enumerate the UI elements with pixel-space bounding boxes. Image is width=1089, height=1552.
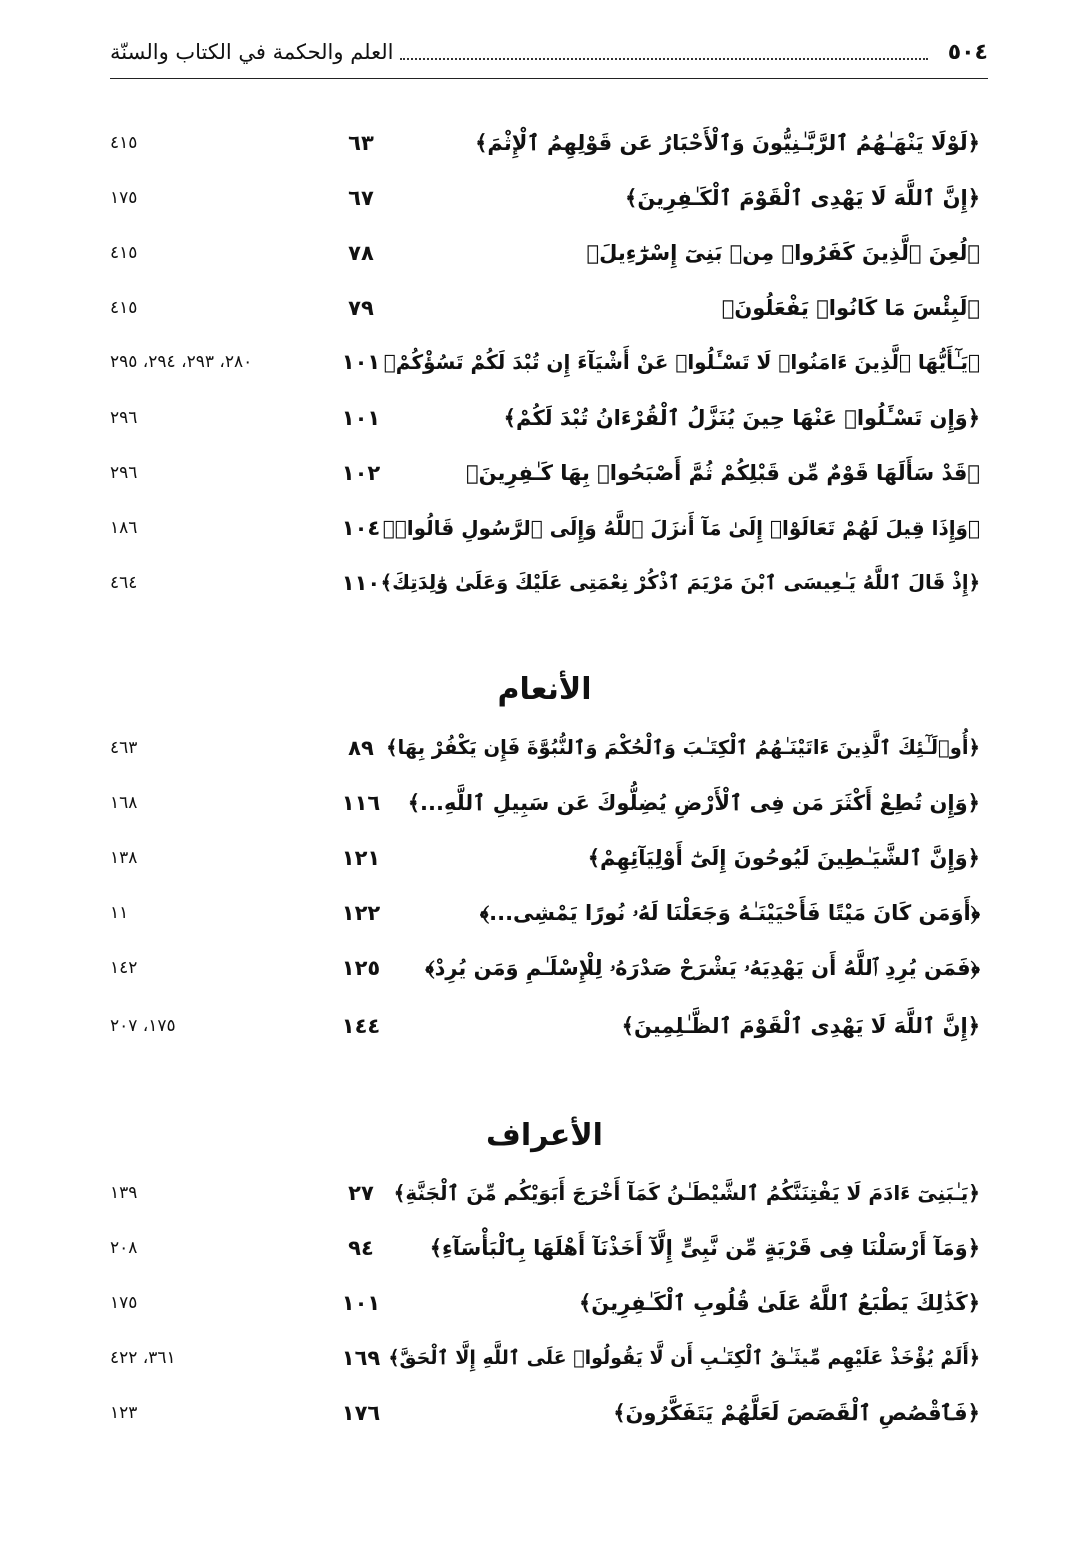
page-references: ١٨٦ [110, 518, 138, 538]
page-references: ٤١٥ [110, 298, 138, 318]
verse-text: ﴿كَذَٰلِكَ يَطْبَعُ ٱللَّهُ عَلَىٰ قُلُوبِ ٱلْكَـٰفِرِينَ﴾ [579, 1291, 980, 1315]
ayah-number: ٨٩ [348, 736, 374, 760]
page-references: ٢٩٦ [110, 408, 138, 428]
ayah-number: ١٠٤ [341, 516, 381, 540]
page-references: ١٤٢ [110, 958, 138, 978]
verse-text: ﴿لُعِنَ ٱلَّذِينَ كَفَرُوا۟ مِنۢ بَنِىٓ إِسْرَٰٓءِيلَ﴾ [586, 241, 980, 265]
surah-heading: الأعراف [486, 1118, 603, 1153]
ayah-number: ١١٦ [341, 791, 381, 815]
ayah-number: ١٠١ [341, 350, 381, 374]
ayah-number: ١٢٥ [341, 956, 381, 980]
page-references: ١٣٩ [110, 1183, 138, 1203]
ayah-number: ١٦٩ [341, 1346, 381, 1370]
verse-text: ﴿وَإِذَا قِيلَ لَهُمْ تَعَالَوْا۟ إِلَىٰ مَآ أَنزَلَ ٱللَّهُ وَإِلَى ٱلرَّسُولِ قَالُوا۟﴾ [382, 516, 980, 540]
verse-text: ﴿أَلَمْ يُؤْخَذْ عَلَيْهِم مِّيثَـٰقُ ٱلْكِتَـٰبِ أَن لَّا يَقُولُوا۟ عَلَى ٱللَّهِ إِلَّا ٱلْحَقَّ﴾ [388, 1347, 980, 1369]
ayah-number: ٦٣ [348, 131, 374, 155]
ayah-number: ٢٧ [348, 1181, 374, 1205]
running-header [110, 36, 988, 76]
surah-heading: الأنعام [497, 672, 592, 707]
index-entry [110, 840, 980, 880]
verse-text: ﴿قَدْ سَأَلَهَا قَوْمٌ مِّن قَبْلِكُمْ ثُمَّ أَصْبَحُوا۟ بِهَا كَـٰفِرِينَ﴾ [465, 461, 980, 485]
ayah-number: ١٠١ [341, 1291, 381, 1315]
verse-text: ﴿فَٱقْصُصِ ٱلْقَصَصَ لَعَلَّهُمْ يَتَفَكَّرُونَ﴾ [613, 1401, 980, 1425]
index-entry [110, 1230, 980, 1270]
index-entry [110, 1008, 980, 1048]
header-rule [110, 78, 988, 79]
index-entry [110, 125, 980, 165]
page-references: ٤٦٣ [110, 738, 138, 758]
ayah-number: ٦٧ [348, 186, 374, 210]
page-references: ٢٩٦ [110, 463, 138, 483]
index-entry [110, 180, 980, 220]
page-references: ١٣٨ [110, 848, 138, 868]
page-references: ١٦٨ [110, 793, 138, 813]
page-references: ٤١٥ [110, 133, 138, 153]
index-entry [110, 344, 980, 384]
header-dotted-leader [400, 58, 928, 60]
index-entry [110, 290, 980, 330]
index-entry [110, 1395, 980, 1435]
verse-text: ﴿إِنَّ ٱللَّهَ لَا يَهْدِى ٱلْقَوْمَ ٱلظَّـٰلِمِينَ﴾ [621, 1014, 980, 1038]
index-entry [110, 400, 980, 440]
ayah-number: ١٧٦ [341, 1401, 381, 1425]
verse-text: ﴿لَبِئْسَ مَا كَانُوا۟ يَفْعَلُونَ﴾ [721, 296, 980, 320]
ayah-number: ١١٠ [341, 571, 381, 595]
page-references: ١٧٥ [110, 188, 138, 208]
index-entry [110, 1175, 980, 1215]
page-number: ٥٠٤ [942, 40, 988, 65]
ayah-number: ١٢٢ [341, 901, 381, 925]
index-entry [110, 1340, 980, 1380]
page-references: ٢٨٠، ٢٩٣، ٢٩٤، ٢٩٥ [110, 352, 253, 372]
page-references: ٣٦١، ٤٢٢ [110, 1348, 176, 1368]
page-references: ١٧٥، ٢٠٧ [110, 1016, 176, 1036]
verse-text: ﴿لَوْلَا يَنْهَـٰهُمُ ٱلرَّبَّـٰنِيُّونَ وَٱلْأَحْبَارُ عَن قَوْلِهِمُ ٱلْإِثْمَ﴾ [475, 131, 980, 155]
page-references: ١٧٥ [110, 1293, 138, 1313]
ayah-number: ١٠١ [341, 406, 381, 430]
verse-text: ﴿وَمَآ أَرْسَلْنَا فِى قَرْيَةٍ مِّن نَّبِىٍّ إِلَّآ أَخَذْنَآ أَهْلَهَا بِٱلْبَأْسَآءِ﴾ [429, 1236, 980, 1260]
verse-text: ﴿وَإِنَّ ٱلشَّيَـٰطِينَ لَيُوحُونَ إِلَىٰٓ أَوْلِيَآئِهِمْ﴾ [587, 846, 980, 870]
page-references: ٤١٥ [110, 243, 138, 263]
index-entry [110, 730, 980, 770]
verse-text: ﴿وَإِن تُطِعْ أَكْثَرَ مَن فِى ٱلْأَرْضِ يُضِلُّوكَ عَن سَبِيلِ ٱللَّهِ...﴾ [407, 791, 980, 815]
verse-text: ﴿إِذْ قَالَ ٱللَّهُ يَـٰعِيسَى ٱبْنَ مَرْيَمَ ٱذْكُرْ نِعْمَتِى عَلَيْكَ وَعَلَىٰ وَٰلِدَتِكَ﴾ [380, 571, 980, 594]
index-entry [110, 895, 980, 935]
index-entry [110, 950, 980, 990]
ayah-number: ١٢١ [341, 846, 381, 870]
ayah-number: ١٤٤ [341, 1014, 381, 1038]
verse-text: ﴿يَـٰٓأَيُّهَا ٱلَّذِينَ ءَامَنُوا۟ لَا تَسْـَٔلُوا۟ عَنْ أَشْيَآءَ إِن تُبْدَ لَكُمْ تَسُؤْكُمْ﴾ [383, 350, 980, 374]
index-entry [110, 565, 980, 605]
verse-text: ﴿وَإِن تَسْـَٔلُوا۟ عَنْهَا حِينَ يُنَزَّلُ ٱلْقُرْءَانُ تُبْدَ لَكُمْ﴾ [503, 406, 980, 430]
ayah-number: ٩٤ [348, 1236, 374, 1260]
ayah-number: ١٠٢ [341, 461, 381, 485]
page-references: ٤٦٤ [110, 573, 138, 593]
page-references: ٢٠٨ [110, 1238, 138, 1258]
book-title: العلم والحكمة في الكتاب والسنّة [110, 40, 400, 64]
index-entry [110, 785, 980, 825]
ayah-number: ٧٨ [348, 241, 374, 265]
verse-text: ﴿إِنَّ ٱللَّهَ لَا يَهْدِى ٱلْقَوْمَ ٱلْكَـٰفِرِينَ﴾ [625, 186, 980, 210]
page-references: ١٢٣ [110, 1403, 138, 1423]
verse-text: ﴿أُو۟لَـٰٓئِكَ ٱلَّذِينَ ءَاتَيْنَـٰهُمُ ٱلْكِتَـٰبَ وَٱلْحُكْمَ وَٱلنُّبُوَّةَ فَإِن يَكْفُرْ بِهَا﴾ [386, 736, 980, 759]
verse-text: ﴿أَوَمَن كَانَ مَيْتًا فَأَحْيَيْنَـٰهُ وَجَعَلْنَا لَهُۥ نُورًا يَمْشِى...﴾ [479, 901, 980, 925]
verse-text: ﴿فَمَن يُرِدِ ٱللَّهُ أَن يَهْدِيَهُۥ يَشْرَحْ صَدْرَهُۥ لِلْإِسْلَـٰمِ وَمَن يُرِدْ﴾ [425, 956, 980, 980]
page-references: ١١ [110, 903, 129, 923]
index-entry [110, 235, 980, 275]
ayah-number: ٧٩ [348, 296, 374, 320]
index-entry [110, 455, 980, 495]
index-entry [110, 1285, 980, 1325]
verse-text: ﴿يَـٰبَنِىٓ ءَادَمَ لَا يَفْتِنَنَّكُمُ ٱلشَّيْطَـٰنُ كَمَآ أَخْرَجَ أَبَوَيْكُم مِّنَ ٱلْجَنَّةِ﴾ [393, 1181, 980, 1205]
index-entry [110, 510, 980, 550]
